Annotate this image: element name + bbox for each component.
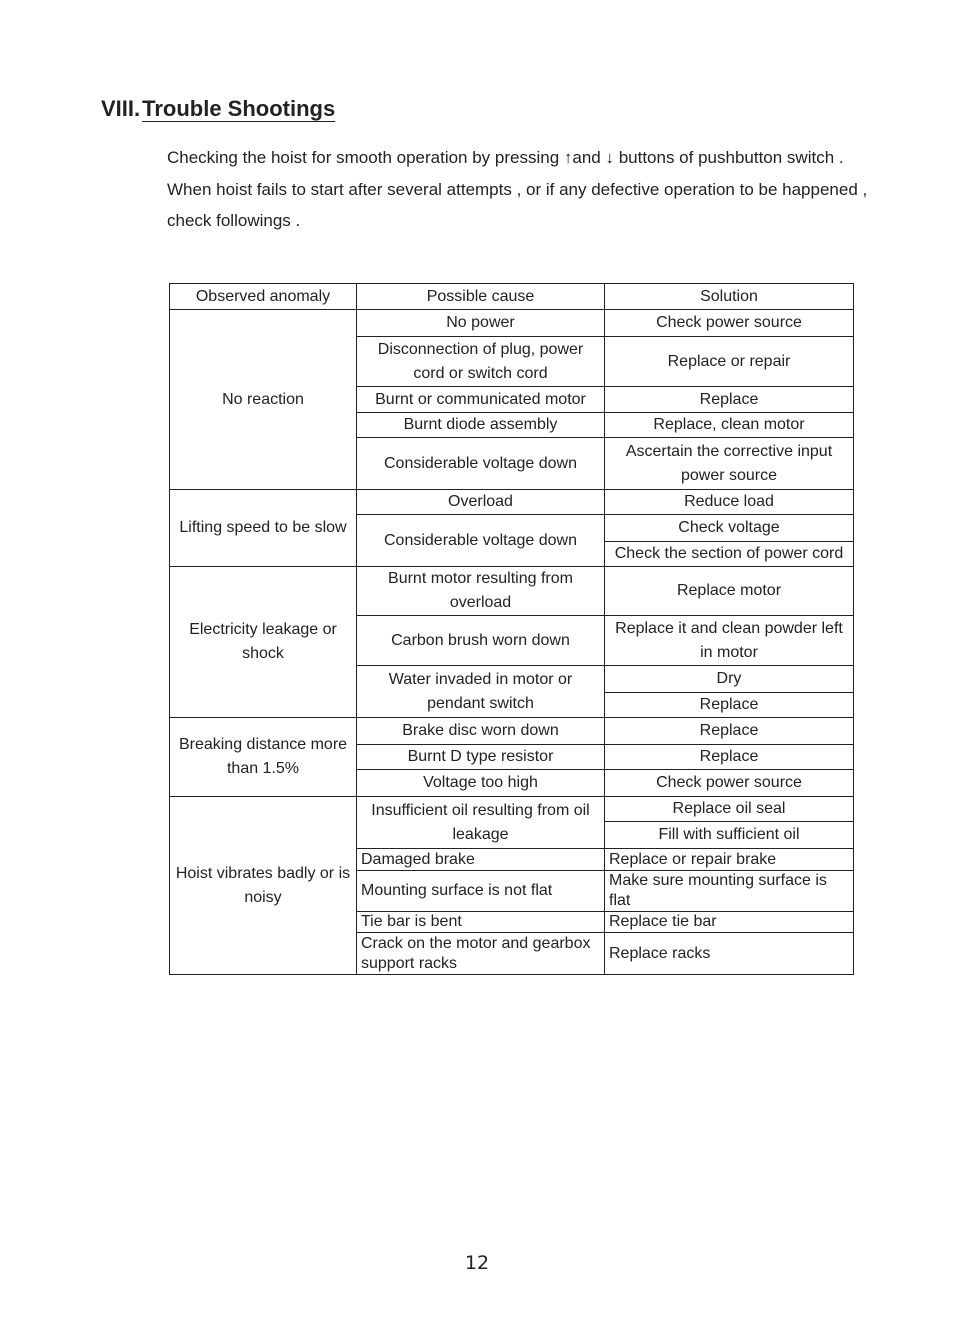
table-row xyxy=(170,490,854,515)
solution-cell: Check power source xyxy=(605,770,854,797)
table-row xyxy=(170,718,854,745)
cause-cell: Burnt diode assembly xyxy=(357,413,605,438)
solution-cell: Check the section of power cord xyxy=(605,542,854,567)
anomaly-cell: Electricity leakage or shock xyxy=(170,567,357,718)
cause-cell: Tie bar is bent xyxy=(357,912,605,933)
header-possible-cause: Possible cause xyxy=(357,284,605,310)
header-observed-anomaly: Observed anomaly xyxy=(170,284,357,310)
solution-cell: Ascertain the corrective input power source xyxy=(605,438,854,490)
solution-cell: Dry xyxy=(605,666,854,693)
solution-cell: Replace oil seal xyxy=(605,797,854,822)
cause-cell: Water invaded in motor or pendant switch xyxy=(357,666,605,718)
troubleshooting-table xyxy=(169,283,854,975)
solution-cell: Replace racks xyxy=(605,933,854,975)
cause-cell: Insufficient oil resulting from oil leakage xyxy=(357,797,605,849)
section-heading xyxy=(101,96,335,122)
table-header-row xyxy=(170,284,854,310)
cause-cell: Considerable voltage down xyxy=(357,438,605,490)
solution-cell: Make sure mounting surface is flat xyxy=(605,871,854,912)
solution-cell: Replace it and clean powder left in motor xyxy=(605,616,854,666)
cause-cell: Voltage too high xyxy=(357,770,605,797)
table-row xyxy=(170,310,854,337)
intro-line: check followings . xyxy=(167,211,301,230)
anomaly-cell: No reaction xyxy=(170,310,357,490)
solution-cell: Check voltage xyxy=(605,515,854,542)
cause-cell: Mounting surface is not flat xyxy=(357,871,605,912)
section-number: VIII. xyxy=(101,96,141,121)
cause-cell: Brake disc worn down xyxy=(357,718,605,745)
solution-cell: Replace or repair brake xyxy=(605,849,854,871)
anomaly-cell: Breaking distance more than 1.5% xyxy=(170,718,357,797)
solution-cell: Replace xyxy=(605,718,854,745)
solution-cell: Replace, clean motor xyxy=(605,413,854,438)
solution-cell: Replace motor xyxy=(605,567,854,616)
cause-cell: No power xyxy=(357,310,605,337)
cause-cell: Disconnection of plug, power cord or switch cord xyxy=(357,337,605,387)
solution-cell: Replace or repair xyxy=(605,337,854,387)
cause-cell: Overload xyxy=(357,490,605,515)
anomaly-cell: Hoist vibrates badly or is noisy xyxy=(170,797,357,975)
table-row xyxy=(170,797,854,822)
cause-cell: Burnt motor resulting from overload xyxy=(357,567,605,616)
cause-cell: Burnt D type resistor xyxy=(357,745,605,770)
cause-cell: Damaged brake xyxy=(357,849,605,871)
solution-cell: Replace xyxy=(605,693,854,718)
intro-line: Checking the hoist for smooth operation by pressing ↑and ↓ buttons of pushbutton switch . xyxy=(167,148,844,167)
solution-cell: Replace xyxy=(605,745,854,770)
table-row xyxy=(170,567,854,616)
solution-cell: Reduce load xyxy=(605,490,854,515)
solution-cell: Fill with sufficient oil xyxy=(605,822,854,849)
intro-text xyxy=(167,142,867,237)
cause-cell: Considerable voltage down xyxy=(357,515,605,567)
solution-cell: Replace tie bar xyxy=(605,912,854,933)
page-number: 12 xyxy=(464,1252,490,1274)
solution-cell: Check power source xyxy=(605,310,854,337)
intro-line: When hoist fails to start after several attempts , or if any defective operation to be happened , xyxy=(167,179,868,199)
cause-cell: Carbon brush worn down xyxy=(357,616,605,666)
anomaly-cell: Lifting speed to be slow xyxy=(170,490,357,567)
cause-cell: Burnt or communicated motor xyxy=(357,387,605,413)
solution-cell: Replace xyxy=(605,387,854,413)
cause-cell: Crack on the motor and gearbox support racks xyxy=(357,933,605,975)
section-title: Trouble Shootings xyxy=(142,96,336,121)
header-solution: Solution xyxy=(605,284,854,310)
